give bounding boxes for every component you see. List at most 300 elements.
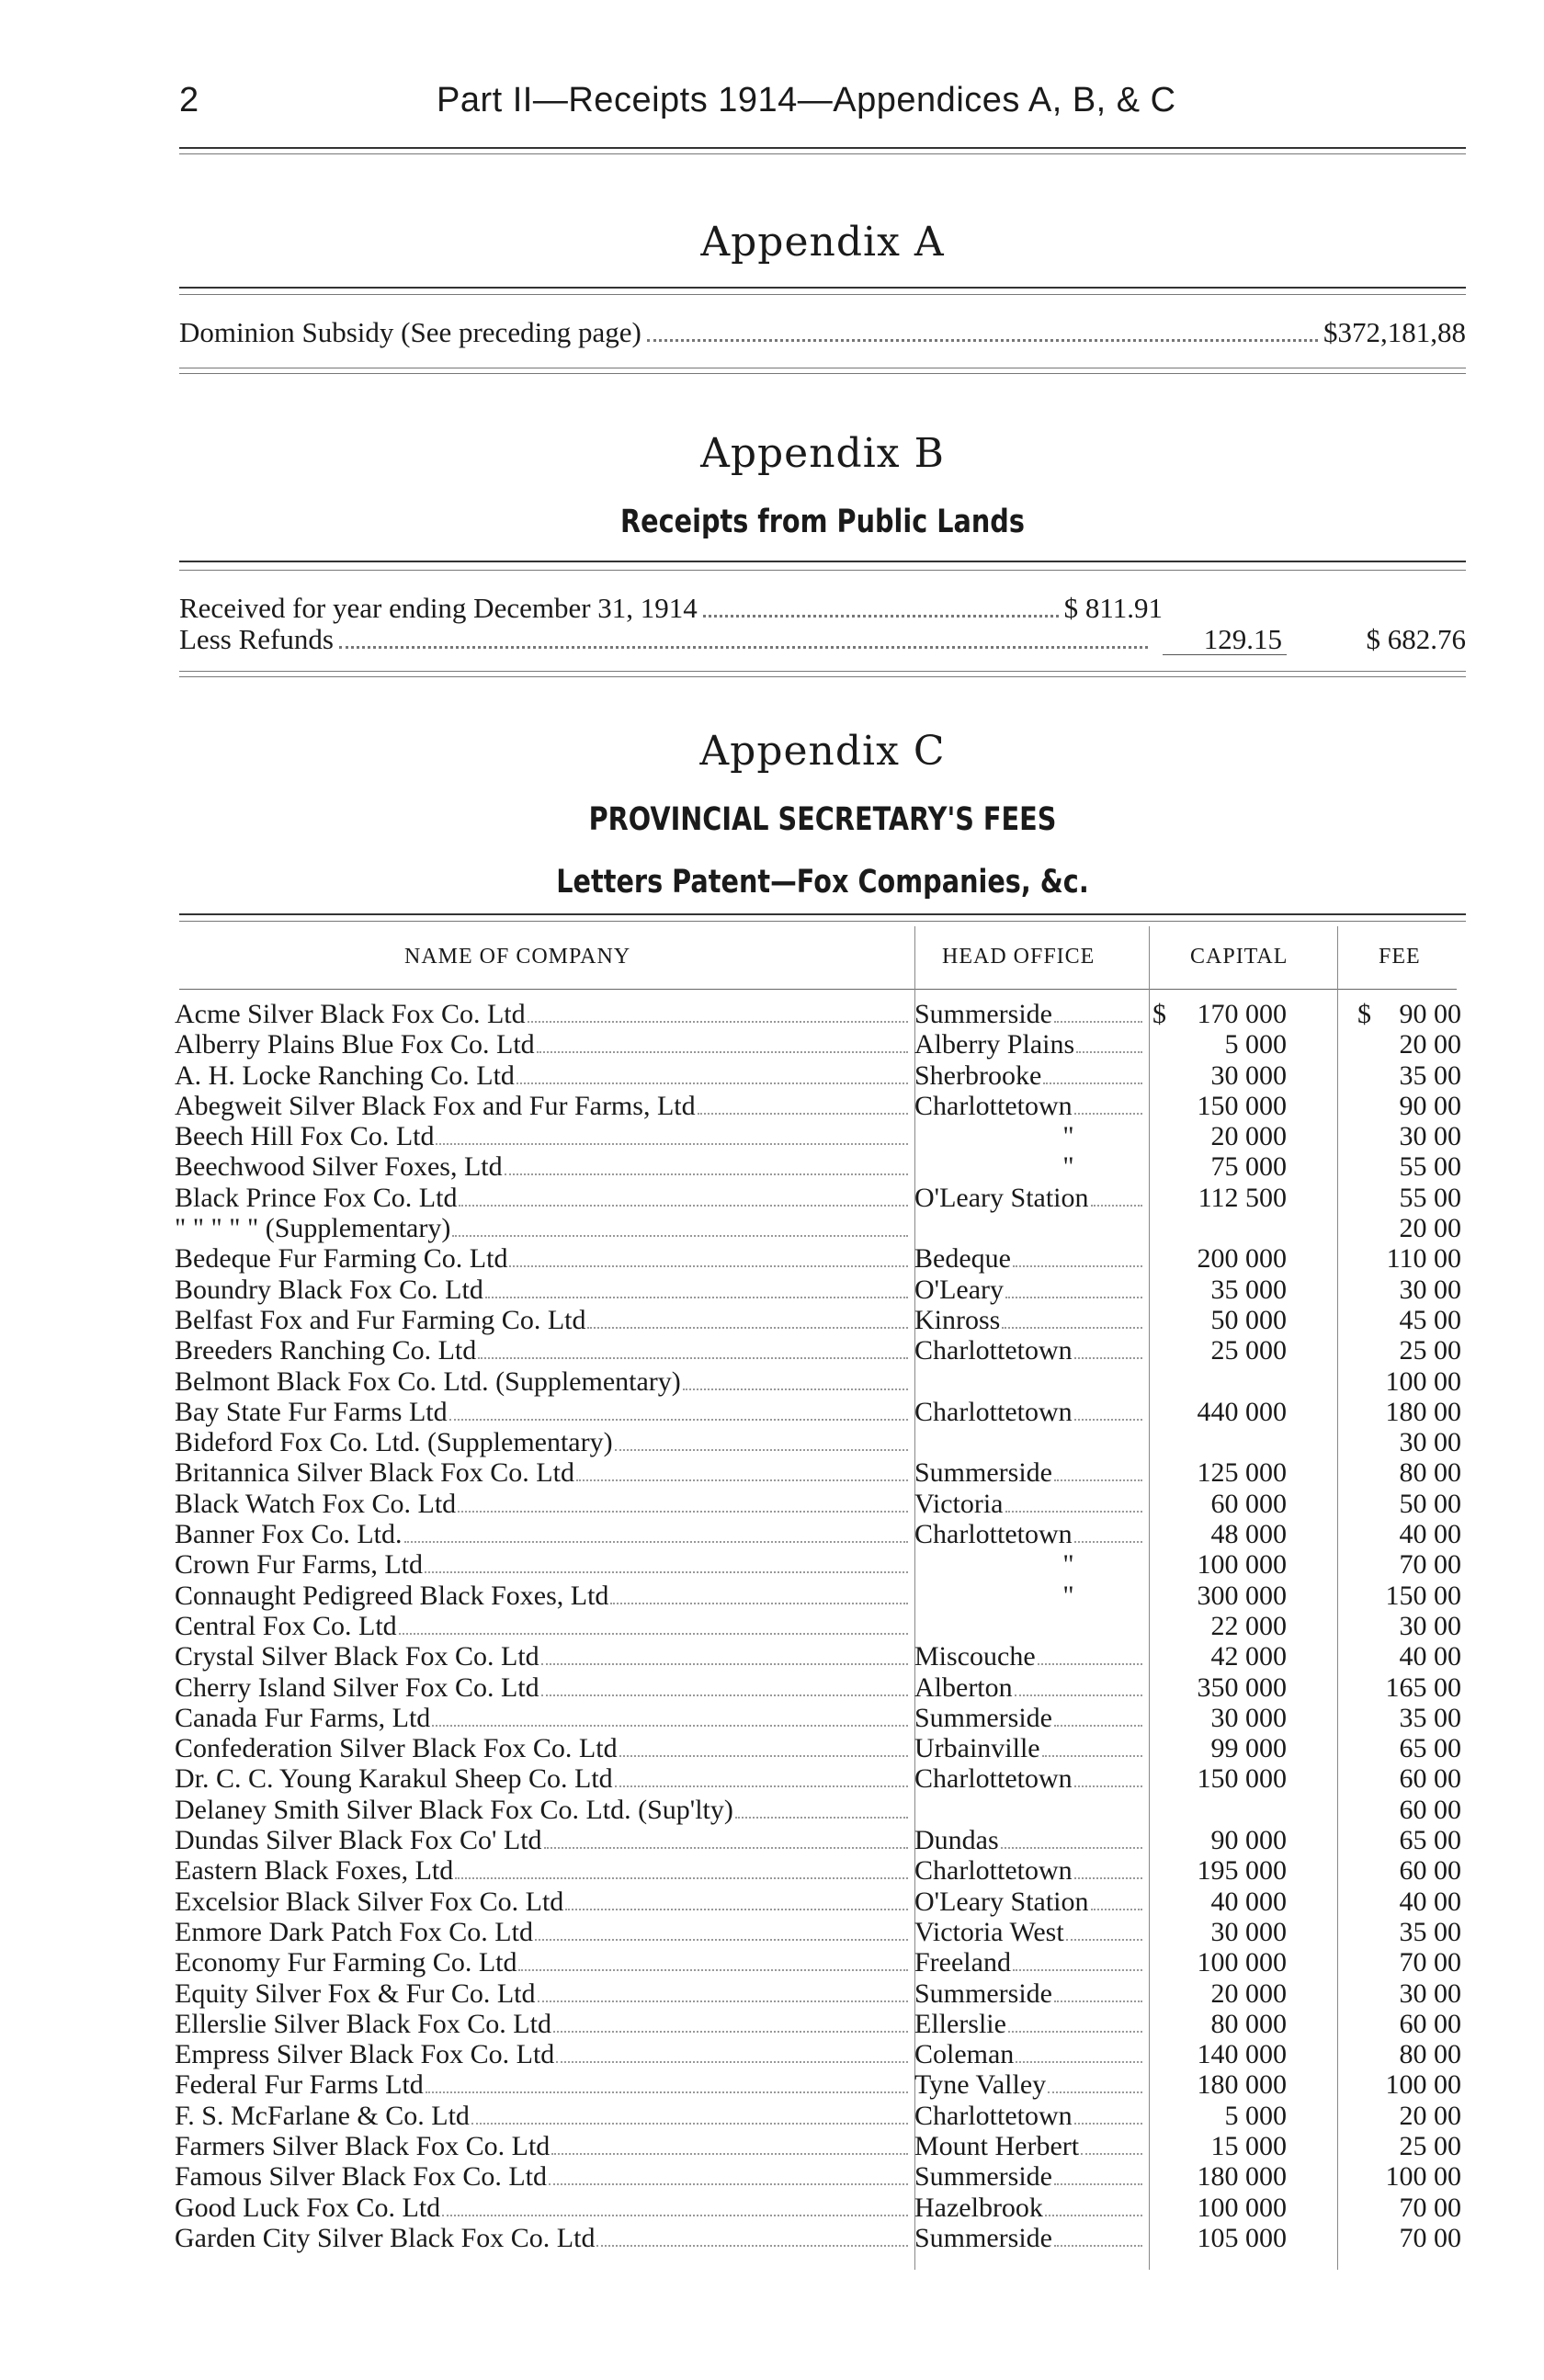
fee-value: 25 00 — [1399, 1335, 1461, 1366]
company-name-cell — [175, 1611, 910, 1641]
table-row — [0, 1825, 1544, 1855]
head-office: Summerside — [914, 1702, 1052, 1733]
leader-dots — [1048, 2091, 1142, 2093]
head-office-cell — [914, 2131, 1144, 2161]
company-name: Black Watch Fox Co. Ltd — [175, 1488, 457, 1519]
leader-dots — [458, 1511, 908, 1513]
company-name-cell — [175, 1887, 910, 1917]
running-title: Part II—Receipts 1914—Appendices A, B, & C — [437, 81, 1176, 119]
company-name: Alberry Plains Blue Fox Co. Ltd — [175, 1029, 535, 1060]
company-name: Crystal Silver Black Fox Co. Ltd — [175, 1641, 539, 1672]
leader-dots — [1042, 1755, 1142, 1757]
leader-dots — [541, 1694, 908, 1696]
company-name-cell — [175, 1703, 910, 1733]
leader-dots — [1008, 2031, 1142, 2033]
fee-value: 45 00 — [1399, 1304, 1461, 1335]
company-name-cell — [175, 1825, 910, 1855]
head-office-cell — [914, 1457, 1144, 1488]
leader-dots — [1054, 1479, 1142, 1481]
fee-value: 150 00 — [1385, 1580, 1461, 1611]
head-office-cell — [914, 1060, 1144, 1091]
head-office: Summerside — [914, 999, 1052, 1029]
company-name-cell — [175, 2193, 910, 2223]
company-name: Bay State Fur Farms Ltd — [175, 1396, 448, 1427]
capital-value: 170 000 — [1197, 999, 1287, 1029]
company-name: Garden City Silver Black Fox Co. Ltd — [175, 2222, 596, 2253]
capital-value: 350 000 — [1197, 1672, 1287, 1703]
company-name-cell — [175, 1060, 910, 1091]
table-header-rule — [179, 989, 1457, 990]
company-name-cell — [175, 1519, 910, 1549]
capital-value: 5 000 — [1224, 1029, 1287, 1060]
table-row — [0, 1978, 1544, 2009]
head-office-cell — [914, 2193, 1144, 2223]
fee-dollar-sign: $ — [1357, 999, 1371, 1029]
head-office-cell — [914, 1305, 1144, 1335]
table-row — [0, 1366, 1544, 1397]
leader-dots — [551, 2153, 908, 2155]
head-office-cell — [914, 1243, 1144, 1274]
table-row — [0, 2101, 1544, 2131]
leader-dots — [1066, 1939, 1142, 1941]
page-number: 2 — [179, 81, 199, 119]
company-name: Dundas Silver Black Fox Co' Ltd — [175, 1825, 542, 1856]
column-header-fee: FEE — [1379, 945, 1421, 969]
leader-dots — [339, 646, 1148, 649]
company-name: Central Fox Co. Ltd — [175, 1610, 397, 1641]
table-row — [0, 2223, 1544, 2253]
fee-value: 100 00 — [1385, 2161, 1461, 2193]
capital-value: 125 000 — [1197, 1457, 1287, 1489]
head-office: Coleman — [914, 2039, 1015, 2070]
table-row — [0, 2009, 1544, 2039]
leader-dots — [426, 2091, 908, 2093]
table-row — [0, 1947, 1544, 1978]
leader-dots — [538, 2000, 908, 2002]
fee-value: 90 00 — [1399, 1090, 1461, 1121]
leader-dots — [735, 1817, 908, 1819]
capital-value: 15 000 — [1210, 2130, 1287, 2161]
company-name: Farmers Silver Black Fox Co. Ltd — [175, 2130, 551, 2161]
company-name: Equity Silver Fox & Fur Co. Ltd — [175, 1978, 536, 2009]
header-rule-thin — [179, 153, 1466, 154]
leader-dots — [518, 1969, 908, 1971]
table-row — [0, 2039, 1544, 2069]
head-office: " — [1062, 1121, 1074, 1152]
company-name-cell — [175, 1151, 910, 1182]
company-name-cell — [175, 1795, 910, 1825]
fee-value: 90 00 — [1399, 999, 1461, 1029]
table-row — [0, 1887, 1544, 1917]
capital-value: 30 000 — [1210, 1702, 1287, 1733]
leader-dots — [587, 1327, 908, 1329]
head-office: Charlottetown — [914, 1763, 1073, 1795]
leader-dots — [1045, 2215, 1142, 2216]
company-name-cell — [175, 1275, 910, 1305]
capital-value: 22 000 — [1210, 1610, 1287, 1641]
table-row — [0, 1489, 1544, 1519]
leader-dots — [509, 1265, 908, 1267]
company-name: Ellerslie Silver Black Fox Co. Ltd — [175, 2008, 551, 2039]
table-row — [0, 1733, 1544, 1763]
capital-value: 195 000 — [1197, 1855, 1287, 1887]
company-name-cell — [175, 2069, 910, 2100]
head-office-cell — [914, 1489, 1144, 1519]
table-row — [0, 1703, 1544, 1733]
company-name: Canada Fur Farms, Ltd — [175, 1702, 431, 1733]
company-name-cell — [175, 1427, 910, 1457]
company-name-cell — [175, 1733, 910, 1763]
head-office-cell — [914, 1519, 1144, 1549]
fee-value: 40 00 — [1399, 1641, 1461, 1672]
capital-value: 99 000 — [1210, 1733, 1287, 1764]
capital-value: 5 000 — [1224, 2100, 1287, 2131]
company-name-cell — [175, 1581, 910, 1611]
fee-value: 40 00 — [1399, 1519, 1461, 1550]
refunds-underline — [1163, 654, 1287, 655]
company-name-cell — [175, 2009, 910, 2039]
company-name: Connaught Pedigreed Black Foxes, Ltd — [175, 1580, 609, 1611]
fee-value: 65 00 — [1399, 1733, 1461, 1764]
leader-dots — [619, 1755, 908, 1757]
leader-dots — [442, 2215, 908, 2216]
head-office-cell — [914, 2039, 1144, 2069]
head-office: O'Leary — [914, 1274, 1005, 1305]
leader-dots — [1091, 1909, 1142, 1910]
fee-value: 20 00 — [1399, 1213, 1461, 1244]
leader-dots — [1091, 1205, 1142, 1207]
company-name: Excelsior Black Silver Fox Co. Ltd — [175, 1886, 564, 1917]
leader-dots — [1016, 2061, 1142, 2063]
company-name-cell — [175, 2101, 910, 2131]
company-name: Enmore Dark Patch Fox Co. Ltd — [175, 1916, 533, 1947]
dominion-subsidy-label: Dominion Subsidy (See preceding page) — [179, 316, 641, 348]
appendix-b-heading: Appendix B — [700, 430, 945, 477]
fee-value: 100 00 — [1385, 2069, 1461, 2101]
head-office-cell — [914, 1978, 1144, 2009]
table-row — [0, 1795, 1544, 1825]
head-office: Ellerslie — [914, 2008, 1006, 2039]
head-office-cell — [914, 1183, 1144, 1213]
leader-dots — [1038, 1663, 1142, 1665]
leader-dots — [565, 1909, 908, 1910]
capital-value: 180 000 — [1197, 2069, 1287, 2101]
fee-value: 70 00 — [1399, 1947, 1461, 1978]
capital-value: 40 000 — [1210, 1886, 1287, 1917]
refunds-label: Less Refunds — [179, 623, 334, 655]
company-name: Empress Silver Black Fox Co. Ltd — [175, 2039, 555, 2070]
head-office: Charlottetown — [914, 2100, 1073, 2131]
head-office: Kinross — [914, 1304, 1001, 1335]
head-office-cell — [914, 1091, 1144, 1121]
fee-value: 30 00 — [1399, 1427, 1461, 1458]
company-name: Breeders Ranching Co. Ltd — [175, 1335, 477, 1366]
head-office: Charlottetown — [914, 1519, 1073, 1550]
head-office-cell — [914, 1855, 1144, 1886]
dominion-subsidy-amount: $372,181,88 — [1323, 316, 1466, 348]
appendix-a-rule-bottom-2 — [179, 373, 1466, 374]
leader-dots — [556, 2061, 908, 2063]
leader-dots — [404, 1541, 909, 1543]
table-row — [0, 1672, 1544, 1703]
head-office: Victoria — [914, 1488, 1004, 1519]
head-office: Summerside — [914, 1978, 1052, 2009]
company-name-cell — [175, 2131, 910, 2161]
appendix-b-subheading: Receipts from Public Lands — [620, 504, 1025, 540]
head-office-cell — [914, 1733, 1144, 1763]
appendix-b-rule-top — [179, 561, 1466, 562]
company-name: Cherry Island Silver Fox Co. Ltd — [175, 1672, 539, 1703]
leader-dots — [596, 2245, 908, 2247]
fee-value: 30 00 — [1399, 1274, 1461, 1305]
table-row — [0, 1060, 1544, 1091]
company-name: Delaney Smith Silver Black Fox Co. Ltd. (Sup'lty) — [175, 1794, 733, 1825]
company-name-cell — [175, 1366, 910, 1397]
dominion-subsidy-line — [179, 316, 1466, 349]
fee-value: 30 00 — [1399, 1610, 1461, 1641]
fee-value: 60 00 — [1399, 1855, 1461, 1887]
table-row — [0, 1917, 1544, 1947]
head-office: Freeland — [914, 1947, 1011, 1978]
head-office-cell — [914, 1121, 1144, 1151]
appendix-c-subsubheading: Letters Patent—Fox Companies, &c. — [556, 864, 1089, 901]
leader-dots — [610, 1603, 908, 1604]
head-office: Charlottetown — [914, 1335, 1073, 1366]
company-name-cell — [175, 1091, 910, 1121]
table-row — [0, 1427, 1544, 1457]
leader-dots — [1005, 1297, 1142, 1298]
head-office: O'Leary Station — [914, 1182, 1089, 1213]
leader-dots — [517, 1082, 908, 1084]
company-name: Crown Fur Farms, Ltd — [175, 1549, 423, 1581]
company-name-cell — [175, 1947, 910, 1978]
fee-value: 165 00 — [1385, 1672, 1461, 1703]
table-row — [0, 1029, 1544, 1060]
company-name-cell — [175, 999, 910, 1029]
leader-dots — [1054, 1021, 1142, 1023]
company-name: Acme Silver Black Fox Co. Ltd — [175, 999, 526, 1029]
leader-dots — [544, 1847, 908, 1849]
company-name: Black Prince Fox Co. Ltd — [175, 1182, 458, 1213]
appendix-a-rule-top — [179, 287, 1466, 289]
head-office: Summerside — [914, 2161, 1052, 2193]
appendix-b-rule-top-thin — [179, 570, 1466, 571]
head-office: " — [1062, 1580, 1074, 1611]
head-office-cell — [914, 1151, 1144, 1182]
received-amount: $ 811.91 — [1063, 592, 1163, 624]
leader-dots — [1074, 2123, 1142, 2125]
capital-value: 150 000 — [1197, 1763, 1287, 1795]
table-row — [0, 2069, 1544, 2100]
company-name: Dr. C. C. Young Karakul Sheep Co. Ltd — [175, 1763, 613, 1795]
table-row — [0, 1855, 1544, 1886]
leader-dots — [615, 1785, 908, 1787]
table-row — [0, 1213, 1544, 1243]
table-row — [0, 1763, 1544, 1794]
capital-value: 200 000 — [1197, 1243, 1287, 1275]
head-office: " — [1062, 1151, 1074, 1183]
table-row — [0, 1457, 1544, 1488]
received-label: Received for year ending December 31, 1914 — [179, 592, 698, 624]
fee-value: 65 00 — [1399, 1825, 1461, 1856]
company-name: Good Luck Fox Co. Ltd — [175, 2192, 441, 2223]
company-name-cell — [175, 1978, 910, 2009]
capital-value: 48 000 — [1210, 1519, 1287, 1550]
head-office: Miscouche — [914, 1641, 1036, 1672]
leader-dots — [485, 1297, 908, 1298]
company-name: Beechwood Silver Foxes, Ltd — [175, 1151, 503, 1183]
head-office-cell — [914, 1641, 1144, 1672]
company-name-cell — [175, 1457, 910, 1488]
appendix-c-heading: Appendix C — [699, 728, 946, 775]
fee-value: 110 00 — [1386, 1243, 1461, 1275]
table-row — [0, 1091, 1544, 1121]
leader-dots — [1074, 1541, 1142, 1543]
appendix-b-rule-bottom-2 — [179, 676, 1466, 677]
leader-dots — [1054, 2183, 1142, 2185]
company-name-cell — [175, 1335, 910, 1366]
leader-dots — [399, 1633, 908, 1635]
received-line — [179, 592, 1163, 625]
leader-dots — [535, 1939, 908, 1941]
head-office-cell — [914, 1825, 1144, 1855]
capital-value: 140 000 — [1197, 2039, 1287, 2070]
head-office-cell — [914, 1397, 1144, 1427]
company-name-cell — [175, 1641, 910, 1672]
head-office: " — [1062, 1549, 1074, 1581]
head-office: Alberton — [914, 1672, 1013, 1703]
capital-value: 30 000 — [1210, 1060, 1287, 1091]
company-name: Bedeque Fur Farming Co. Ltd — [175, 1243, 508, 1275]
company-name: F. S. McFarlane & Co. Ltd — [175, 2100, 470, 2131]
head-office: Victoria West — [914, 1916, 1064, 1947]
company-name-cell — [175, 1489, 910, 1519]
table-row — [0, 1183, 1544, 1213]
leader-dots — [683, 1388, 908, 1390]
company-name-cell — [175, 1243, 910, 1274]
head-office-cell — [914, 1672, 1144, 1703]
head-office: Sherbrooke — [914, 1060, 1042, 1091]
head-office: Charlottetown — [914, 1855, 1073, 1887]
refunds-line — [179, 623, 1153, 656]
fee-value: 60 00 — [1399, 1794, 1461, 1825]
capital-value: 30 000 — [1210, 1916, 1287, 1947]
table-row — [0, 1335, 1544, 1366]
column-header-capital: CAPITAL — [1190, 945, 1289, 969]
table-row — [0, 1581, 1544, 1611]
header-rule — [179, 147, 1466, 149]
fee-value: 40 00 — [1399, 1886, 1461, 1917]
company-name: Banner Fox Co. Ltd. — [175, 1519, 403, 1550]
column-header-name: NAME OF COMPANY — [404, 945, 631, 969]
leader-dots — [1054, 1725, 1142, 1727]
company-name-cell — [175, 1855, 910, 1886]
leader-dots — [471, 2123, 908, 2125]
company-name-cell — [175, 1397, 910, 1427]
leader-dots — [425, 1571, 908, 1573]
table-row — [0, 1121, 1544, 1151]
fee-value: 80 00 — [1399, 2039, 1461, 2070]
capital-value: 50 000 — [1210, 1304, 1287, 1335]
appendix-c-subheading: PROVINCIAL SECRETARY'S FEES — [588, 801, 1057, 838]
leader-dots — [1054, 2245, 1142, 2247]
company-name: A. H. Locke Ranching Co. Ltd — [175, 1060, 515, 1091]
head-office-cell — [914, 1917, 1144, 1947]
table-row — [0, 1397, 1544, 1427]
head-office-cell — [914, 2069, 1144, 2100]
leader-dots — [549, 2183, 908, 2185]
capital-dollar-sign: $ — [1152, 999, 1166, 1029]
table-row — [0, 1243, 1544, 1274]
leader-dots — [455, 1877, 908, 1879]
table-row — [0, 1611, 1544, 1641]
capital-value: 20 000 — [1210, 1978, 1287, 2009]
company-name: Economy Fur Farming Co. Ltd — [175, 1947, 517, 1978]
leader-dots — [576, 1479, 908, 1481]
fee-value: 55 00 — [1399, 1151, 1461, 1183]
table-row — [0, 1641, 1544, 1672]
capital-value: 180 000 — [1197, 2161, 1287, 2193]
fee-value: 180 00 — [1385, 1396, 1461, 1427]
head-office: Summerside — [914, 1457, 1052, 1489]
leader-dots — [449, 1419, 908, 1421]
capital-value: 75 000 — [1210, 1151, 1287, 1183]
capital-value: 300 000 — [1197, 1580, 1287, 1611]
capital-value: 105 000 — [1197, 2222, 1287, 2253]
capital-value: 35 000 — [1210, 1274, 1287, 1305]
head-office-cell — [914, 1335, 1144, 1366]
leader-dots — [553, 2031, 908, 2033]
table-row — [0, 1549, 1544, 1580]
leader-dots — [1005, 1511, 1143, 1513]
table-row — [0, 1275, 1544, 1305]
leader-dots — [1074, 1877, 1142, 1879]
leader-dots — [528, 1021, 908, 1023]
leader-dots — [1002, 1327, 1142, 1329]
company-name: Beech Hill Fox Co. Ltd — [175, 1121, 435, 1152]
column-header-head-office: HEAD OFFICE — [942, 945, 1096, 969]
table-row — [0, 2131, 1544, 2161]
leader-dots — [436, 1143, 908, 1145]
head-office-cell — [914, 1763, 1144, 1794]
fee-value: 35 00 — [1399, 1702, 1461, 1733]
table-row — [0, 2193, 1544, 2223]
head-office-cell — [914, 2101, 1144, 2131]
table-rule-top — [179, 913, 1466, 915]
head-office-cell — [914, 1947, 1144, 1978]
head-office: O'Leary Station — [914, 1886, 1089, 1917]
leader-dots — [537, 1051, 908, 1053]
fee-value: 70 00 — [1399, 1549, 1461, 1581]
head-office: Mount Herbert — [914, 2130, 1080, 2161]
company-name: Famous Silver Black Fox Co. Ltd — [175, 2161, 547, 2193]
fee-value: 20 00 — [1399, 1029, 1461, 1060]
leader-dots — [1054, 2000, 1142, 2002]
company-name-cell — [175, 1121, 910, 1151]
fee-value: 25 00 — [1399, 2130, 1461, 2161]
head-office: Alberry Plains — [914, 1029, 1075, 1060]
capital-value: 112 500 — [1198, 1182, 1287, 1213]
table-row — [0, 1305, 1544, 1335]
head-office: Summerside — [914, 2222, 1052, 2253]
head-office: Urbainville — [914, 1733, 1040, 1764]
leader-dots — [505, 1173, 908, 1175]
leader-dots — [1013, 1969, 1142, 1971]
head-office-cell — [914, 1549, 1144, 1580]
appendix-a-rule-top-thin — [179, 294, 1466, 295]
company-name-cell — [175, 1029, 910, 1060]
capital-value: 100 000 — [1197, 1947, 1287, 1978]
